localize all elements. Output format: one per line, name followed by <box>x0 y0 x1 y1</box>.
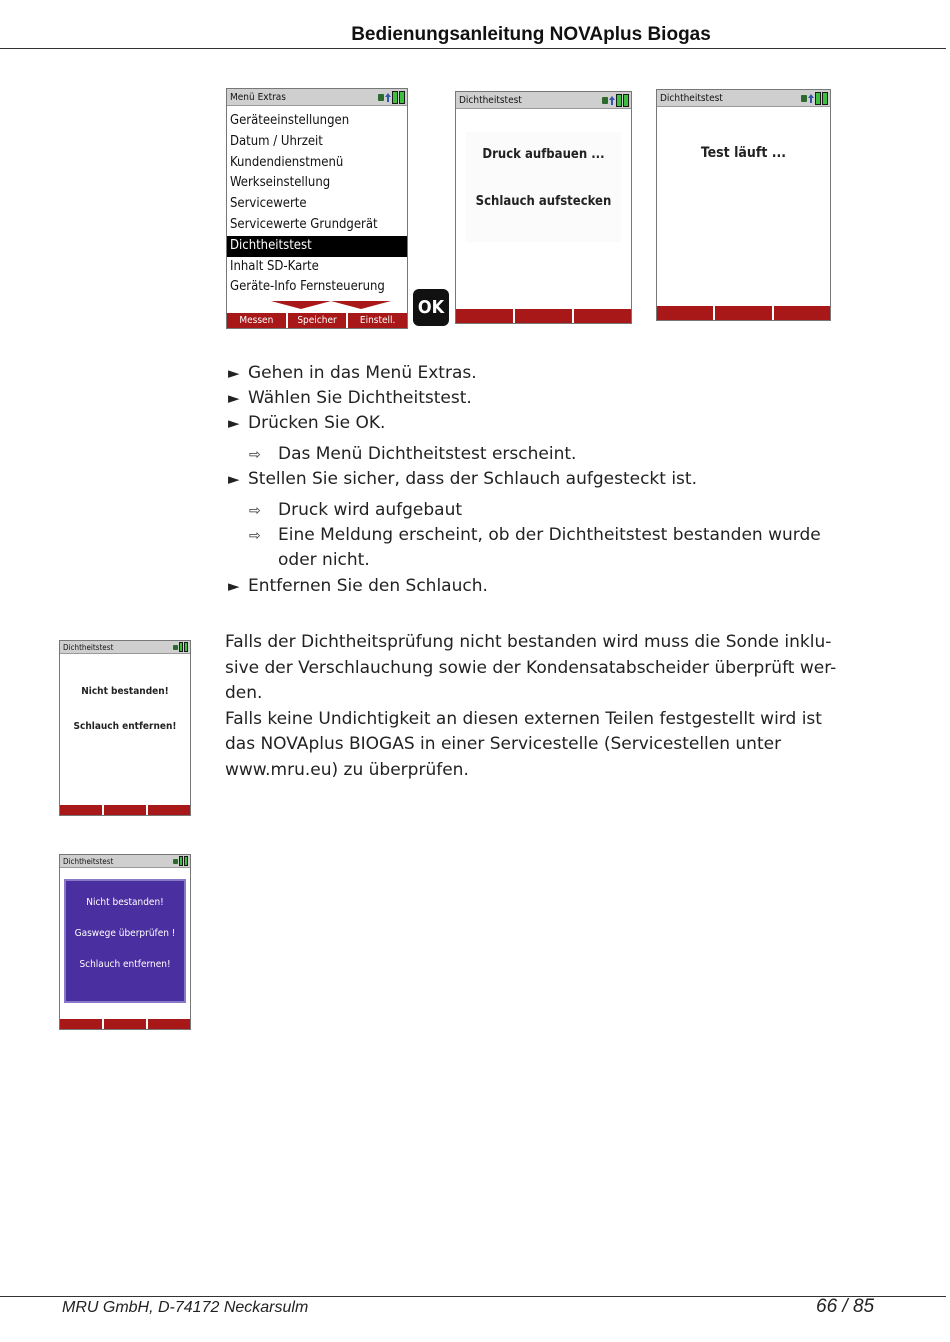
page-header-title: Bedienungsanleitung NOVAplus Biogas <box>351 24 711 45</box>
error-dialog <box>64 879 186 1003</box>
softkey-empty[interactable] <box>104 1019 146 1029</box>
menu-item[interactable]: Geräte-Info Fernsteuerung <box>230 279 385 295</box>
test-failed-gas-screen <box>59 854 191 1030</box>
power-icon <box>801 95 807 102</box>
result-item <box>249 523 821 550</box>
menu-extras-screen <box>226 88 408 329</box>
pump-arrow-icon <box>808 94 814 103</box>
screen-titlebar <box>227 89 407 106</box>
instruction-paragraph <box>225 630 845 783</box>
power-icon <box>173 859 178 864</box>
softkey-empty[interactable] <box>104 805 146 815</box>
step-text: Wählen Sie Dichtheitstest. <box>248 388 472 408</box>
status-icons <box>173 856 188 866</box>
screen-title: Menü Extras <box>230 92 286 103</box>
battery-icon <box>179 856 183 866</box>
result-text: Eine Meldung erscheint, ob der Dichtheitstest bestanden wurde <box>278 525 821 545</box>
step-item <box>228 361 477 387</box>
softkey-messen[interactable]: Messen <box>227 313 286 328</box>
battery-icon <box>616 94 622 107</box>
pump-arrow-icon <box>385 93 391 102</box>
step-text: Stellen Sie sicher, dass der Schlauch aufgesteckt ist. <box>248 469 697 489</box>
dialog-line: Schlauch entfernen! <box>73 721 177 732</box>
step-text: Gehen in das Menü Extras. <box>248 363 477 383</box>
power-icon <box>378 94 384 101</box>
menu-item[interactable]: Servicewerte <box>230 196 307 212</box>
dialog-line: Schlauch aufstecken <box>475 194 612 209</box>
screen-title: Dichtheitstest <box>63 643 114 652</box>
dialog-line: Druck aufbauen ... <box>482 147 605 162</box>
battery-icon <box>184 856 188 866</box>
triangle-bullet-icon: ► <box>228 364 240 382</box>
paragraph-text: Falls keine Undichtigkeit an diesen externen Teilen festgestellt wird ist das NOVAplus BIOGAS in einer Servicestelle (Servicestellen unter www.mru.eu) zu überprüfen. <box>225 708 822 780</box>
header-divider <box>0 48 946 49</box>
screen-title: Dichtheitstest <box>459 95 522 106</box>
result-arrow-icon: ⇨ <box>249 528 261 544</box>
triangle-bullet-icon: ► <box>228 470 240 488</box>
softkey-bar <box>60 805 190 815</box>
power-icon <box>602 97 608 104</box>
status-icons <box>602 94 629 107</box>
dialog-line: Schlauch entfernen! <box>79 959 171 970</box>
battery-icon <box>623 94 629 107</box>
battery-icon <box>179 642 183 652</box>
battery-icon <box>822 92 828 105</box>
dialog-line: Test läuft ... <box>700 145 787 161</box>
screen-title: Dichtheitstest <box>660 93 723 104</box>
softkey-empty[interactable] <box>60 1019 102 1029</box>
pump-arrow-icon <box>609 96 615 105</box>
menu-item[interactable]: Datum / Uhrzeit <box>230 133 323 149</box>
menu-item[interactable]: Dichtheitstest <box>227 236 407 257</box>
menu-item[interactable]: Servicewerte Grundgerät <box>230 216 378 232</box>
softkey-bar <box>227 313 407 328</box>
result-item <box>249 442 576 469</box>
battery-icon <box>399 91 405 104</box>
softkey-empty[interactable] <box>148 1019 190 1029</box>
status-icons <box>378 91 405 104</box>
screen-titlebar <box>657 90 830 107</box>
dialog-line: Nicht bestanden! <box>86 897 164 908</box>
menu-item[interactable]: Inhalt SD-Karte <box>230 258 319 274</box>
result-text: Das Menü Dichtheitstest erscheint. <box>278 444 577 464</box>
result-item <box>249 498 462 525</box>
softkey-empty[interactable] <box>60 805 102 815</box>
softkey-empty[interactable] <box>515 309 572 323</box>
step-text: Entfernen Sie den Schlauch. <box>248 576 488 596</box>
step-item <box>228 467 697 493</box>
screen-title: Dichtheitstest <box>63 857 114 866</box>
softkey-empty[interactable] <box>715 306 771 320</box>
test-failed-screen <box>59 640 191 816</box>
softkey-bar <box>456 309 631 323</box>
softkey-empty[interactable] <box>657 306 713 320</box>
scroll-down-right-icon <box>331 301 391 309</box>
triangle-bullet-icon: ► <box>228 577 240 595</box>
softkey-einstell[interactable]: Einstell. <box>348 313 407 328</box>
screen-titlebar <box>60 855 190 868</box>
dialog-line: Nicht bestanden! <box>81 686 169 697</box>
step-item <box>228 411 385 437</box>
scroll-down-left-icon <box>271 301 331 309</box>
result-text: Druck wird aufgebaut <box>278 500 463 520</box>
softkey-bar <box>657 306 830 320</box>
result-arrow-icon: ⇨ <box>249 447 261 463</box>
page-number: 66 / 85 <box>816 1296 875 1317</box>
result-text-continued: oder nicht. <box>278 550 370 570</box>
footer-company: MRU GmbH, D-74172 Neckarsulm <box>62 1299 309 1316</box>
dialog-line: Gaswege überprüfen ! <box>74 928 176 939</box>
status-icons <box>801 92 828 105</box>
status-icons <box>173 642 188 652</box>
ok-key-icon: OK <box>413 289 449 326</box>
step-item <box>228 574 488 600</box>
footer-divider <box>0 1296 946 1297</box>
screen-titlebar <box>456 92 631 109</box>
battery-icon <box>184 642 188 652</box>
softkey-empty[interactable] <box>456 309 513 323</box>
softkey-empty[interactable] <box>148 805 190 815</box>
softkey-bar <box>60 1019 190 1029</box>
battery-icon <box>815 92 821 105</box>
menu-item[interactable]: Kundendienstmenü <box>230 154 344 170</box>
softkey-empty[interactable] <box>574 309 631 323</box>
triangle-bullet-icon: ► <box>228 389 240 407</box>
battery-icon <box>392 91 398 104</box>
menu-item[interactable]: Geräteeinstellungen <box>230 113 350 128</box>
step-item <box>228 386 472 412</box>
step-text: Drücken Sie OK. <box>248 413 386 433</box>
softkey-speicher[interactable]: Speicher <box>288 313 347 328</box>
paragraph-text: Falls der Dichtheitsprüfung nicht bestanden wird muss die Sonde inklu-sive der Verschlauchung sowie der Kondensatabscheider überprüft wer-den. <box>225 632 837 703</box>
softkey-empty[interactable] <box>774 306 830 320</box>
power-icon <box>173 645 178 650</box>
test-running-screen <box>656 89 831 321</box>
triangle-bullet-icon: ► <box>228 414 240 432</box>
screen-titlebar <box>60 641 190 654</box>
menu-item[interactable]: Werkseinstellung <box>230 175 331 191</box>
pressure-build-screen <box>455 91 632 324</box>
result-arrow-icon: ⇨ <box>249 503 261 519</box>
menu-list <box>227 111 407 298</box>
